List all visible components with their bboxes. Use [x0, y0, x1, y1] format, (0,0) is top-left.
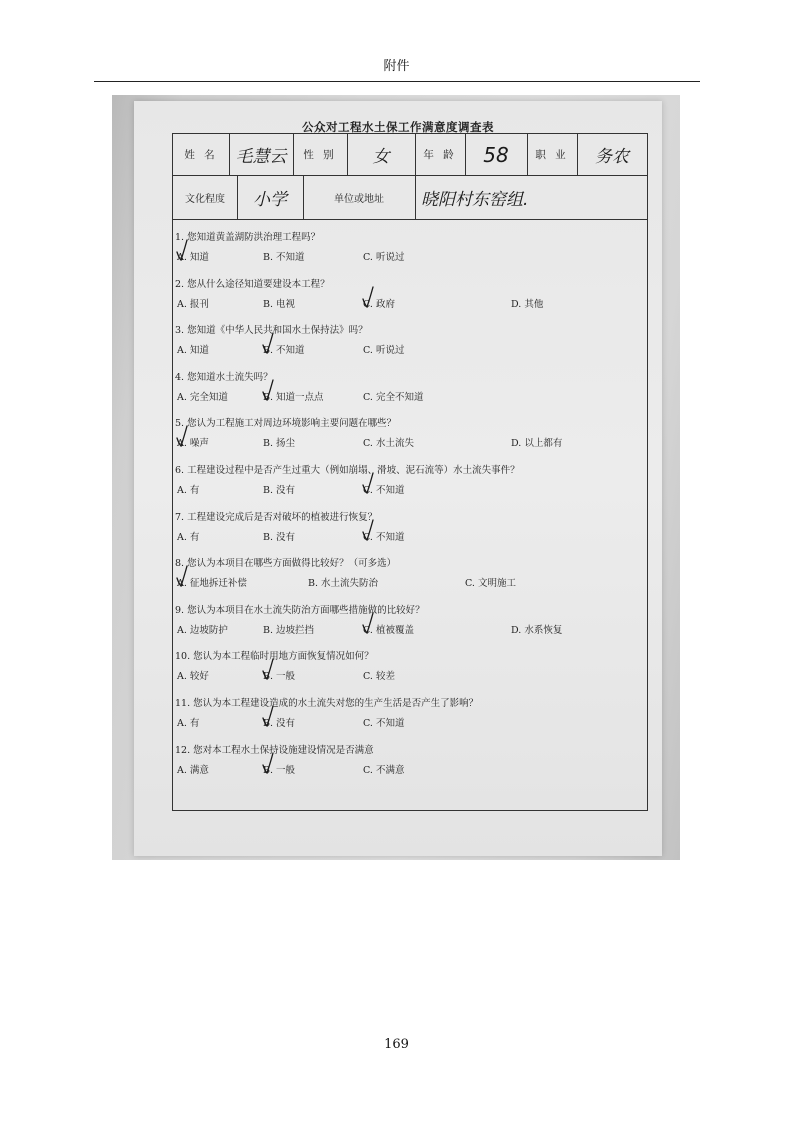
survey-sheet [134, 101, 662, 856]
personal-info-row [173, 134, 647, 176]
checkmark-icon [361, 612, 375, 634]
question-text: 2. 您从什么途径知道要建设本工程？ [175, 278, 330, 290]
question-text: 6. 工程建设过程中是否产生过重大（例如崩塌、滑坡、泥石流等）水土流失事件？ [175, 465, 520, 476]
job-label: 职 业 [535, 149, 569, 161]
header-divider [94, 81, 700, 82]
page-number: 169 [384, 1037, 409, 1052]
answer-option: A. 知道 [177, 345, 209, 357]
answer-option: C. 完全不知道 [363, 391, 424, 403]
answer-option: B. 一般 [263, 764, 296, 776]
checkmark-icon [175, 239, 189, 261]
answer-option: B. 没有 [263, 485, 296, 496]
answer-option: C. 不知道 [363, 718, 405, 729]
answer-option: C. 听说过 [363, 345, 405, 357]
answer-option: B. 没有 [263, 531, 296, 543]
survey-table [172, 133, 648, 811]
answer-option: C. 不知道 [363, 531, 405, 543]
name-value: 毛慧云 [235, 147, 287, 167]
answer-option: A. 有 [177, 718, 200, 729]
question-text: 8. 您认为本项目在哪些方面做得比较好？（可多选） [175, 558, 397, 570]
answer-option: B. 不知道 [263, 345, 305, 357]
checkmark-icon [261, 332, 275, 354]
answer-option: B. 电视 [263, 298, 296, 310]
answer-option: B. 水土流失防治 [308, 578, 379, 590]
education-address-row [173, 176, 647, 220]
answer-option: C. 植被覆盖 [363, 624, 414, 636]
gender-label: 性 别 [303, 149, 337, 161]
age-label: 年 龄 [423, 149, 457, 161]
answer-option: B. 没有 [263, 718, 296, 729]
education-value: 小学 [253, 190, 287, 210]
answer-option: C. 听说过 [363, 252, 405, 263]
question-text: 4. 您知道水土流失吗？ [175, 371, 273, 383]
checkmark-icon [261, 379, 275, 401]
checkmark-icon [361, 519, 375, 541]
answer-option: A. 满意 [177, 764, 209, 776]
answer-option: A. 有 [177, 531, 200, 543]
answer-option: C. 不满意 [363, 764, 405, 776]
answer-option: C. 较差 [363, 671, 395, 683]
answer-option: C. 水土流失 [363, 438, 414, 450]
checkmark-icon [361, 286, 375, 308]
gender-value: 女 [372, 147, 390, 167]
checkmark-icon [261, 752, 275, 774]
answer-option: D. 水系恢复 [511, 624, 563, 636]
answer-option: C. 不知道 [363, 485, 405, 496]
answer-option: A. 知道 [177, 252, 209, 263]
address-value: 晓阳村东窑组. [421, 190, 529, 210]
answer-option: A. 报刊 [177, 298, 209, 310]
page-header: 附件 [383, 59, 410, 74]
checkmark-icon [175, 425, 189, 447]
question-text: 7. 工程建设完成后是否对破坏的植被进行恢复？ [175, 511, 378, 523]
answer-option: A. 边坡防护 [177, 624, 228, 636]
checkmark-icon [361, 472, 375, 494]
answer-option: B. 一般 [263, 671, 296, 683]
answer-option: B. 扬尘 [263, 438, 296, 450]
answer-option: B. 不知道 [263, 252, 305, 263]
scanned-form-photo [112, 95, 680, 860]
education-label: 文化程度 [185, 194, 225, 205]
form-title: 公众对工程水土保工作满意度调查表 [302, 120, 494, 134]
answer-option: B. 知道一点点 [263, 391, 324, 403]
question-text: 1. 您知道黄盖湖防洪治理工程吗？ [175, 232, 321, 243]
answer-option: A. 征地拆迁补偿 [177, 578, 247, 590]
job-value: 务农 [595, 147, 629, 167]
address-label: 单位或地址 [334, 194, 384, 205]
answer-option: D. 以上都有 [511, 438, 563, 450]
answer-option: A. 完全知道 [177, 391, 228, 403]
checkmark-icon [261, 705, 275, 727]
checkmark-icon [261, 658, 275, 680]
age-value: 58 [483, 142, 509, 167]
question-text: 3. 您知道《中华人民共和国水土保持法》吗？ [175, 325, 368, 337]
question-text: 12. 您对本工程水土保持设施建设情况是否满意 [175, 744, 374, 756]
question-text: 5. 您认为工程施工对周边环境影响主要问题在哪些？ [175, 418, 397, 430]
answer-option: B. 边坡拦挡 [263, 624, 315, 636]
question-text: 10. 您认为本工程临时用地方面恢复情况如何？ [175, 651, 374, 663]
question-text: 9. 您认为本项目在水土流失防治方面哪些措施做的比较好？ [175, 604, 425, 616]
answer-option: D. 其他 [511, 298, 544, 310]
answer-option: A. 噪声 [177, 438, 209, 450]
name-label: 姓 名 [184, 149, 218, 161]
answer-option: C. 文明施工 [465, 578, 516, 590]
checkmark-icon [175, 565, 189, 587]
question-text: 11. 您认为本工程建设造成的水土流失对您的生产生活是否产生了影响？ [175, 698, 479, 709]
answer-option: A. 有 [177, 485, 200, 496]
answer-option: A. 较好 [177, 671, 209, 683]
answer-option: C. 政府 [363, 298, 395, 310]
